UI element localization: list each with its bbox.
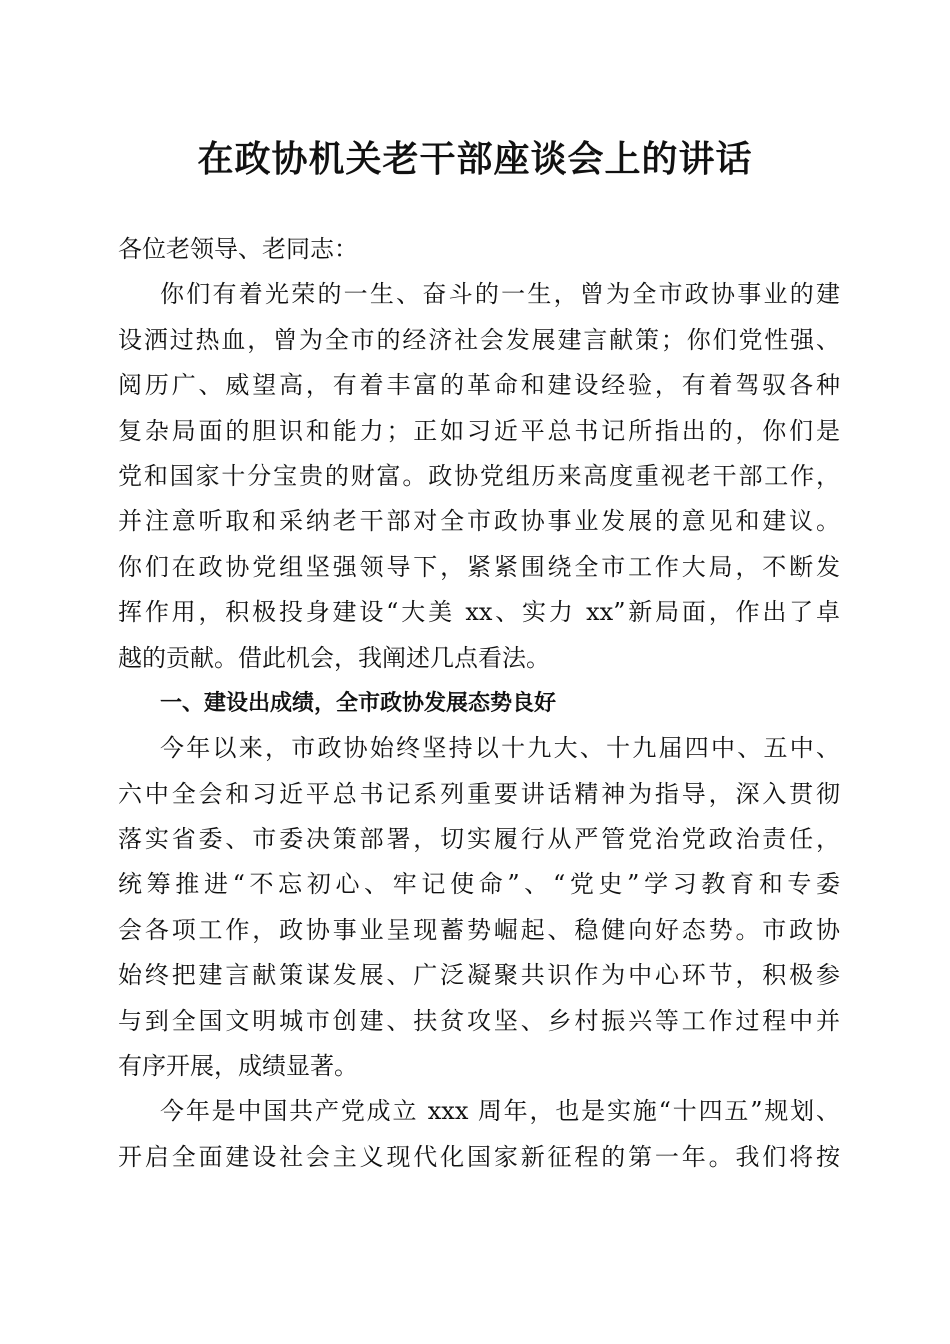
document-body	[118, 227, 840, 1180]
paragraph-line: 并注意听取和采纳老干部对全市政协事业发展的意见和建议。	[118, 507, 840, 536]
paragraph-1	[118, 272, 840, 681]
paragraph-3	[118, 1089, 840, 1180]
paragraph-line: 党和国家十分宝贵的财富。政协党组历来高度重视老干部工作，	[118, 461, 840, 490]
paragraph-line: 今年以来，市政协始终坚持以十九大、十九届四中、五中、	[160, 734, 840, 763]
paragraph-line: 阅历广、威望高，有着丰富的革命和建设经验，有着驾驭各种	[118, 371, 840, 400]
paragraph-line: 有序开展，成绩显著。	[118, 1052, 358, 1081]
paragraph-line: 落实省委、市委决策部署，切实履行从严管党治党政治责任，	[118, 825, 840, 854]
paragraph-line: 越的贡献。借此机会，我阐述几点看法。	[118, 643, 550, 672]
paragraph-line: 复杂局面的胆识和能力；正如习近平总书记所指出的，你们是	[118, 416, 840, 445]
section-heading-1: 一、建设出成绩，全市政协发展态势良好	[160, 690, 557, 716]
paragraph-line: 今年是中国共产党成立 xxx 周年，也是实施“十四五”规划、	[160, 1097, 840, 1126]
paragraph-2	[118, 726, 840, 1089]
paragraph-line: 始终把建言献策谋发展、广泛凝聚共识作为中心环节，积极参	[118, 961, 840, 990]
document-title: 在政协机关老干部座谈会上的讲话	[197, 138, 753, 180]
paragraph-line: 设洒过热血，曾为全市的经济社会发展建言献策；你们党性强、	[118, 325, 840, 354]
paragraph-line: 会各项工作，政协事业呈现蓄势崛起、稳健向好态势。市政协	[118, 915, 840, 944]
paragraph-line: 与到全国文明城市创建、扶贫攻坚、乡村振兴等工作过程中并	[118, 1006, 840, 1035]
paragraph-line: 挥作用，积极投身建设“大美 xx、实力 xx”新局面，作出了卓	[118, 598, 840, 627]
paragraph-line: 开启全面建设社会主义现代化国家新征程的第一年。我们将按	[118, 1142, 840, 1171]
paragraph-line: 六中全会和习近平总书记系列重要讲话精神为指导，深入贯彻	[118, 779, 840, 808]
paragraph-line: 统筹推进“不忘初心、牢记使命”、“党史”学习教育和专委	[118, 870, 840, 899]
paragraph-line: 你们在政协党组坚强领导下，紧紧围绕全市工作大局，不断发	[118, 552, 840, 581]
salutation: 各位老领导、老同志：	[118, 235, 358, 263]
paragraph-line: 你们有着光荣的一生、奋斗的一生，曾为全市政协事业的建	[160, 280, 840, 309]
